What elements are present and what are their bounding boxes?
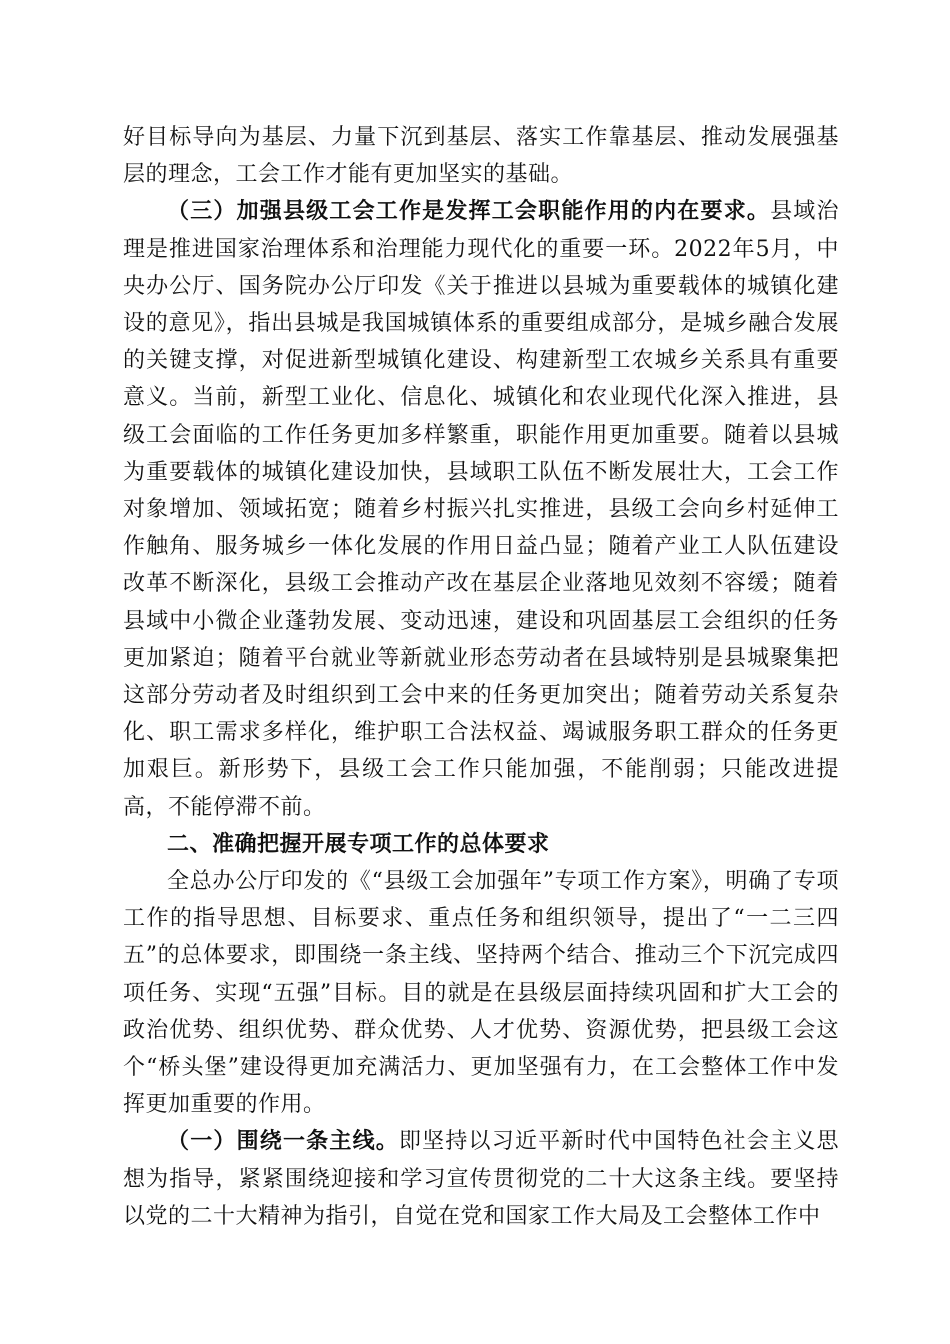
paragraph-overall-requirements: 全总办公厅印发的《“县级工会加强年”专项工作方案》，明确了专项工作的指导思想、目标要求、重点任务和组织领导，提出了“一二三四五”的总体要求，即围绕一条主线、坚持两个结合、推动三个下沉完成四项任务、实现“五强”目标。目的就是在县级层面持续巩固和扩大工会的政治优势、组织优势、群众优势、人才优势、资源优势，把县级工会这个“桥头堡”建设得更加充满活力、更加坚强有力，在工会整体工作中发挥更加重要的作用。 bbox=[123, 869, 839, 1118]
paragraph-county-governance bbox=[123, 193, 839, 825]
paragraph-lead-three: （三）加强县级工会工作是发挥工会职能作用的内在要求。 bbox=[167, 198, 771, 225]
document-body bbox=[123, 119, 839, 1235]
paragraph-body-one: 即坚持以习近平新时代中国特色社会主义思想为指导，紧紧围绕迎接和学习宣传贯彻党的二十大这条主线。要坚持以党的二十大精神为指引，自觉在党和国家工作大局及工会整体工作中 bbox=[123, 1129, 839, 1229]
paragraph-main-line bbox=[123, 1123, 839, 1235]
paragraph-lead-one: （一）围绕一条主线。 bbox=[167, 1128, 399, 1155]
paragraph-continuation: 好目标导向为基层、力量下沉到基层、落实工作靠基层、推动发展强基层的理念，工会工作才能有更加坚实的基础。 bbox=[123, 125, 839, 188]
section-heading-two: 二、准确把握开展专项工作的总体要求 bbox=[167, 830, 550, 857]
paragraph-body-three: 县域治理是推进国家治理体系和治理能力现代化的重要一环。2022年5月，中央办公厅、国务院办公厅印发《关于推进以县城为重要载体的城镇化建设的意见》，指出县城是我国城镇体系的重要组成部分，是城乡融合发展的关键支撑，对促进新型城镇化建设、构建新型工农城乡关系具有重要意义。当前，新型工业化、信息化、城镇化和农业现代化深入推进，县级工会面临的工作任务更加多样繁重，职能作用更加重要。随着以县城为重要载体的城镇化建设加快，县域职工队伍不断发展壮大，工会工作对象增加、领域拓宽；随着乡村振兴扎实推进，县级工会向乡村延伸工作触角、服务城乡一体化发展的作用日益凸显；随着产业工人队伍建设改革不断深化，县级工会推动产改在基层企业落地见效刻不容缓；随着县域中小微企业蓬勃发展、变动迅速，建设和巩固基层工会组织的任务更加紧迫；随着平台就业等新就业形态劳动者在县域特别是县城聚集把这部分劳动者及时组织到工会中来的任务更加突出；随着劳动关系复杂化、职工需求多样化，维护职工合法权益、竭诚服务职工群众的任务更加艰巨。新形势下，县级工会工作只能加强，不能削弱；只能改进提高，不能停滞不前。 bbox=[123, 199, 839, 820]
